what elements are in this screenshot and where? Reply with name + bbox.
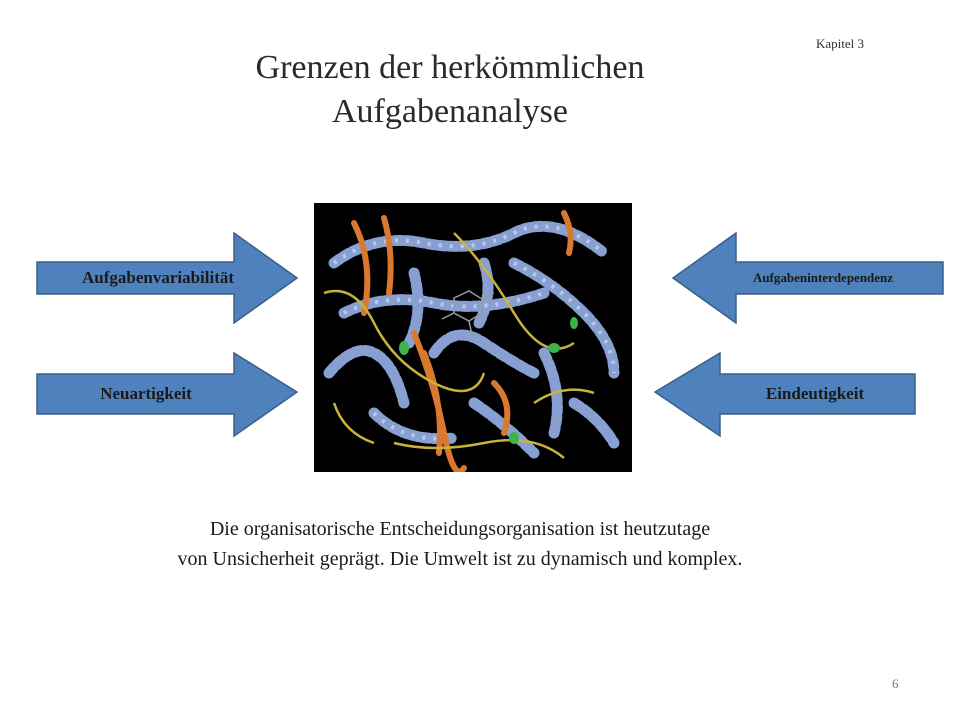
arrow-eindeutigkeit <box>654 352 924 444</box>
summary-text-line-2: von Unsicherheit geprägt. Die Umwelt ist zu dynamisch und komplex. <box>177 548 743 570</box>
arrow-label-eindeutigkeit: Eindeutigkeit <box>765 384 865 403</box>
page-number: 6 <box>892 676 899 691</box>
slide-title <box>180 46 720 134</box>
arrow-aufgabenvariabilitaet <box>36 232 306 324</box>
arrow-aufgabeninterdependenz <box>672 232 942 324</box>
summary-text <box>60 514 860 574</box>
protein-structure-image <box>314 203 632 472</box>
arrow-label-aufgabeninterdependenz: Aufgabeninterdependenz <box>752 270 894 285</box>
chapter-label: Kapitel 3 <box>816 36 865 51</box>
arrow-label-aufgabenvariabilitaet: Aufgabenvariabilität <box>81 268 235 287</box>
slide-title-line-1: Grenzen der herkömmlichen <box>255 49 645 86</box>
slide-title-line-2: Aufgabenanalyse <box>331 93 568 130</box>
summary-text-line-1: Die organisatorische Entscheidungsorganisation ist heutzutage <box>209 518 711 540</box>
arrow-label-neuartigkeit: Neuartigkeit <box>100 384 192 403</box>
arrow-neuartigkeit <box>36 352 306 444</box>
